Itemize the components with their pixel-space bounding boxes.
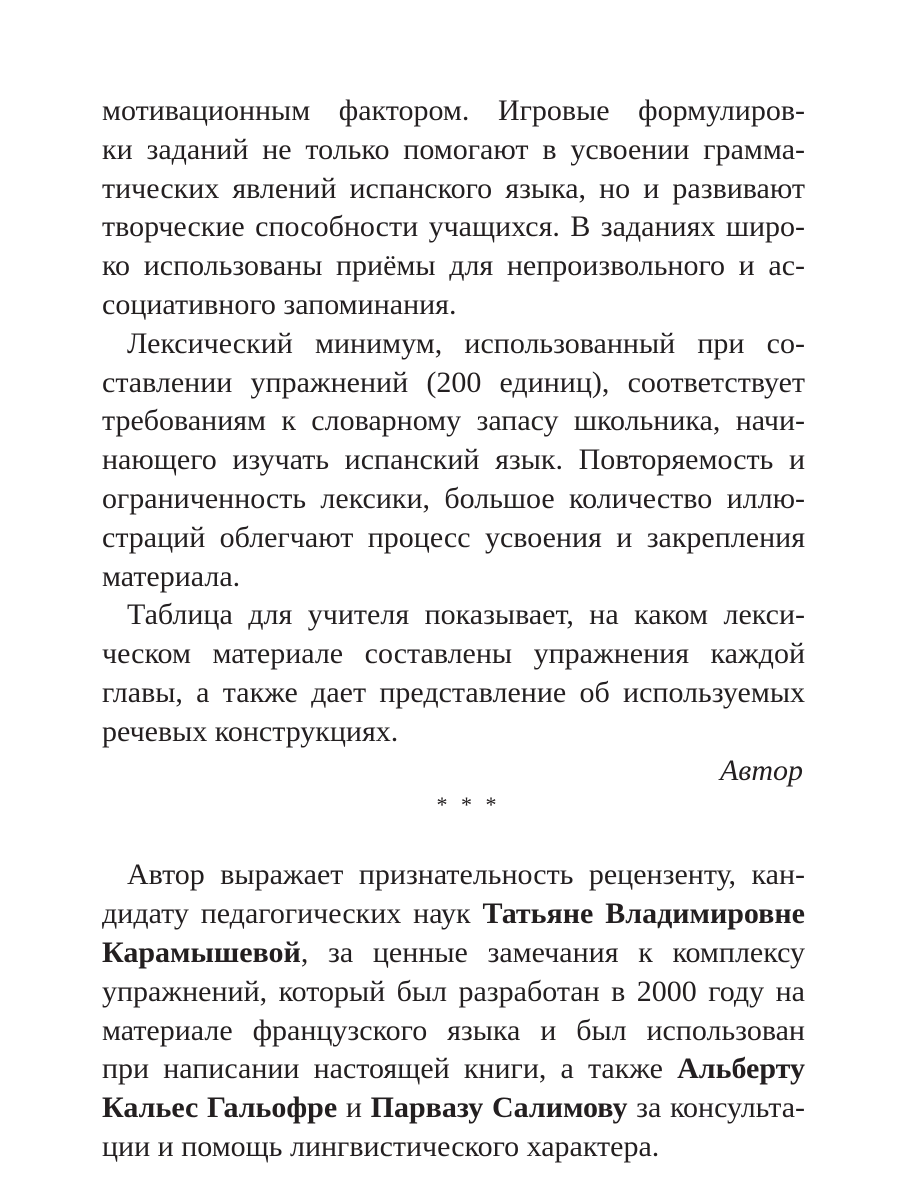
text-run: за консульта- bbox=[627, 1091, 806, 1125]
text-line: нающего изучать испанский язык. Повторяемость и bbox=[102, 443, 805, 477]
text-run: при написании настоящей книги, а также bbox=[102, 1052, 678, 1086]
text-run: дидату педагогических наук bbox=[102, 897, 483, 931]
text-line: Лексический минимум, использованный при со- bbox=[127, 326, 805, 360]
text-line: ки заданий не только помогают в усвоении грамма- bbox=[102, 132, 805, 166]
text-line bbox=[102, 934, 805, 973]
acknowledgement-paragraph bbox=[102, 856, 805, 1166]
text-run: , за ценные замечания к комплексу bbox=[300, 935, 805, 969]
text-line bbox=[102, 1089, 805, 1128]
text-line: Автор выражает признательность рецензенту, кан- bbox=[127, 858, 805, 892]
text-line: социативного запоминания. bbox=[102, 287, 457, 321]
text-line: ко использованы приёмы для непроизвольного и ас- bbox=[102, 249, 805, 283]
text-line: Таблица для учителя показывает, на каком лекси- bbox=[127, 598, 805, 632]
consultant-name-1b: Кальес Гальофре bbox=[102, 1091, 338, 1125]
text-line: упражнений, который был разработан в 2000 году на bbox=[102, 974, 805, 1008]
text-line bbox=[102, 1050, 805, 1089]
text-line: материале французского языка и был использован bbox=[102, 1013, 805, 1047]
text-line: ограниченность лексики, большое количество иллю- bbox=[102, 481, 805, 515]
text-line: ции и помощь лингвистического характера. bbox=[102, 1129, 660, 1163]
text-line: главы, а также дает представление об используемых bbox=[102, 675, 805, 709]
text-line: страций облегчают процесс усвоения и закрепления bbox=[102, 520, 805, 554]
paragraph-3 bbox=[102, 596, 805, 751]
text-line: творческие способности учащихся. В заданиях широ- bbox=[102, 210, 805, 244]
text-line: ческом материале составлены упражнения каждой bbox=[102, 637, 805, 671]
consultant-name-2: Парвазу Салимову bbox=[370, 1091, 628, 1125]
author-signature: Автор bbox=[719, 753, 803, 787]
text-line: требованиям к словарному запасу школьника, начи- bbox=[102, 404, 805, 438]
spacer bbox=[102, 820, 805, 856]
text-line: материала. bbox=[102, 559, 241, 593]
text-line: тических явлений испанского языка, но и развивают bbox=[102, 171, 805, 205]
reviewer-name: Татьяне Владимировне bbox=[482, 897, 805, 931]
text-line: мотивационным фактором. Игровые формулиров- bbox=[102, 94, 805, 127]
text-run: и bbox=[337, 1091, 371, 1125]
consultant-name-1a: Альберту bbox=[677, 1052, 805, 1086]
text-line: ставлении упражнений (200 единиц), соответствует bbox=[102, 365, 805, 399]
text-line: речевых конструкциях. bbox=[102, 714, 399, 748]
text-line bbox=[102, 895, 805, 934]
section-separator: * * * bbox=[436, 792, 501, 818]
book-page bbox=[102, 92, 805, 1167]
paragraph-2 bbox=[102, 325, 805, 597]
paragraph-1 bbox=[102, 92, 805, 325]
reviewer-surname: Карамышевой bbox=[102, 935, 301, 969]
